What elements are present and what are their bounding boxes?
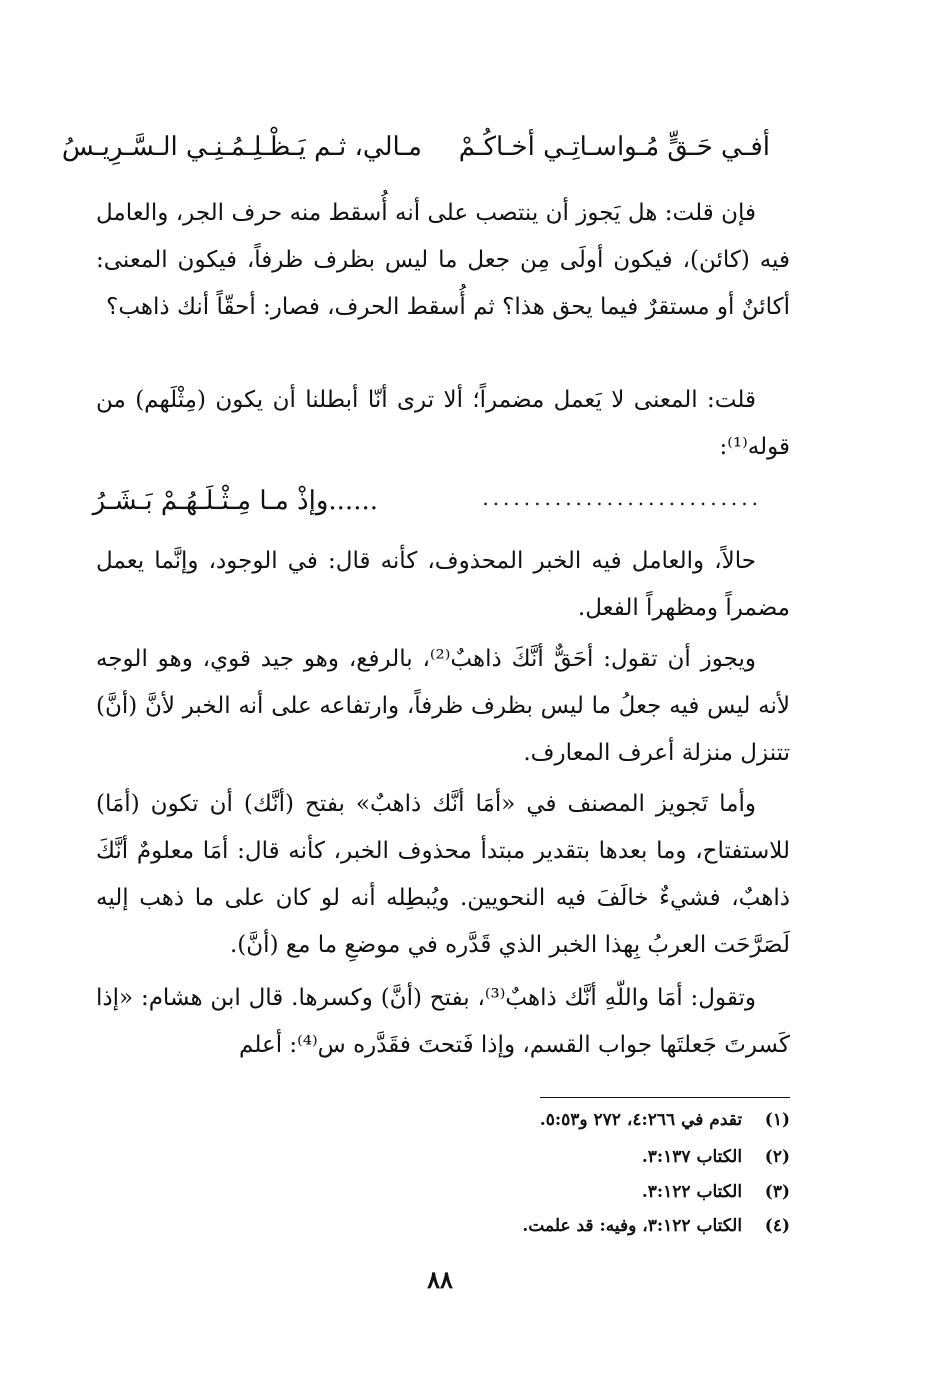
- paragraph-1: فإن قلت: هل يَجوز أن ينتصب على أنه أُسقط منه حرف الجر، والعامل فيه (كائن)، فيكون أولَى مِن جعل ما ليس بظرف ظرفاً، فيكون المعنى: أكائنٌ أو مستقرٌ فيما يحق هذا؟ ثم أُسقط الحرف، فصار: أحقّاً أنك ذاهب؟: [96, 200, 790, 320]
- paragraph-5: وأما تَجويز المصنف في «أمَا أنَّك ذاهبٌ» بفتح (أنَّك) أن تكون (أمَا) للاستفتاح، وما بعدها بتقدير مبتدأ محذوف الخبر، كأنه قال: أمَا معلومٌ أنَّكَ ذاهبٌ، فشيءٌ خالَفَ فيه النحويين. ويُبطِله أنه لو كان على ما ذهب إليه لَصَرَّحَت العربُ بِهذا الخبر الذي قَدَّره في موضعِ ما مع (أنَّ).: [96, 791, 790, 958]
- verse-line-1: [0, 132, 948, 172]
- footnote-number: (٤): [764, 1216, 790, 1236]
- footnote-text: الكتاب ٣:١٢٢، وفيه: قد علمت.: [522, 1216, 743, 1236]
- footnote-4: [200, 1216, 790, 1236]
- verse-2-hemistich: ......وإذْ مـا مِـثْـلَـهُـمْ بَـشَـرُ: [92, 486, 378, 516]
- footnote-separator: [540, 1097, 790, 1098]
- verse-2-dots: ...........................: [482, 486, 762, 510]
- footnote-number: (٢): [764, 1147, 790, 1167]
- footnote-text: تقدم في ٤:٢٦٦، ٢٧٢ و٥:٥٣.: [539, 1110, 743, 1130]
- paragraph-4: ويجوز أن تقول: أحَقٌّ أنَّكَ ذاهبٌ⁽²⁾، بالرفع، وهو جيد قوي، وهو الوجه لأنه ليس فيه جعلُ ما ليس بظرف ظرفاً، وارتفاعه على أنه الخبر لأنَّ (أنَّ) تتنزل منزلة أعرف المعارف.: [96, 646, 790, 766]
- footnote-text: الكتاب ٣:١٢٢.: [641, 1182, 743, 1202]
- footnote-text: الكتاب ٣:١٣٧.: [641, 1147, 743, 1167]
- verse-1-second-hemistich: مـالي، ثـم يَـظْـلِـمُـنِـي الـسَّـرِيـسُ: [61, 132, 422, 162]
- paragraph-6: وتقول: أمَا واللّهِ أنَّك ذاهبٌ⁽³⁾، بفتح (أنَّ) وكسرها. قال ابن هشام: «إذا كَسرتَ جَعلتَها جواب القسم، وإذا فَتحتَ فقَدَّره س⁽⁴⁾: أعلم: [96, 985, 790, 1058]
- verse-line-2: [0, 486, 948, 526]
- paragraph-2: قلت: المعنى لا يَعمل مضمراً؛ ألا ترى أنّا أبطلنا أن يكون (مِثْلَهم) من قوله⁽¹⁾:: [96, 387, 790, 460]
- footnote-1: [200, 1110, 790, 1130]
- verse-1-first-hemistich: أفـي حَـقٍّ مُـواسـاتِـي أخـاكُـمْ: [458, 132, 770, 162]
- footnote-2: [200, 1147, 790, 1167]
- footnote-number: (٣): [764, 1182, 790, 1202]
- footnote-number: (١): [764, 1110, 790, 1130]
- footnote-3: [200, 1182, 790, 1202]
- page-number: ٨٨: [427, 1265, 453, 1294]
- paragraph-3: حالاً، والعامل فيه الخبر المحذوف، كأنه قال: في الوجود، وإنَّما يعمل مضمراً ومظهراً الفعل.: [96, 548, 790, 621]
